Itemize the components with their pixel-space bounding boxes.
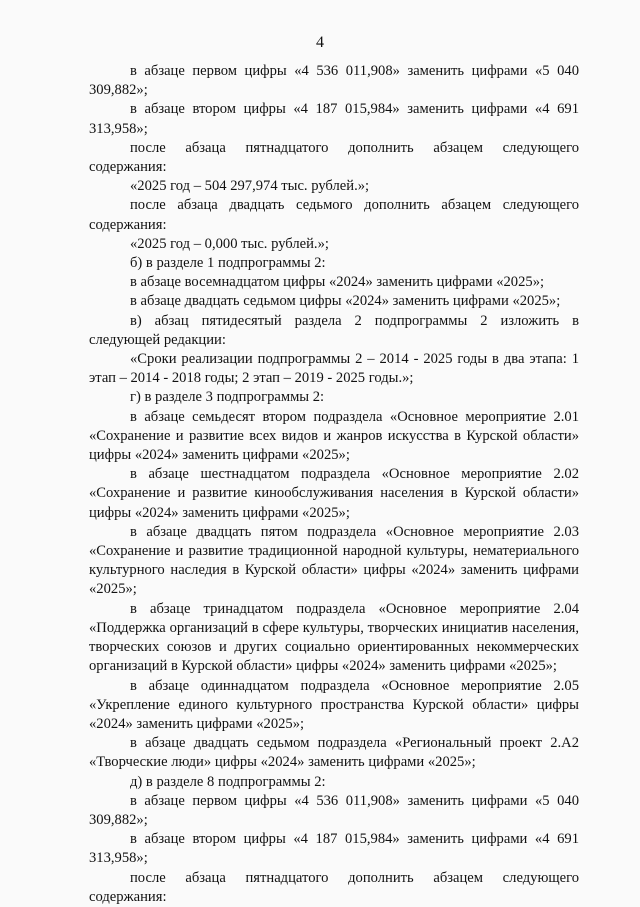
paragraph: в абзаце одиннадцатом подраздела «Основное мероприятие 2.05 «Укрепление единого культурного пространства Курской области» цифры «2024» заменить цифрами «2025»; bbox=[89, 677, 579, 732]
paragraph: г) в разделе 3 подпрограммы 2: bbox=[130, 389, 325, 406]
paragraph: «2025 год – 0,000 тыс. рублей.»; bbox=[130, 235, 329, 252]
paragraph: в) абзац пятидесятый раздела 2 подпрограммы 2 изложить в следующей редакции: bbox=[89, 312, 579, 348]
paragraph: в абзаце двадцать седьмом цифры «2024» заменить цифрами «2025»; bbox=[130, 293, 561, 310]
paragraph: б) в разделе 1 подпрограммы 2: bbox=[130, 255, 326, 272]
paragraph: после абзаца пятнадцатого дополнить абзацем следующего содержания: bbox=[89, 869, 579, 905]
paragraph: в абзаце втором цифры «4 187 015,984» заменить цифрами «4 691 313,958»; bbox=[89, 101, 579, 137]
paragraph: д) в разделе 8 подпрограммы 2: bbox=[130, 773, 326, 790]
paragraph: в абзаце восемнадцатом цифры «2024» заменить цифрами «2025»; bbox=[130, 274, 545, 291]
paragraph: в абзаце шестнадцатом подраздела «Основное мероприятие 2.02 «Сохранение и развитие кинообслуживания населения в Курской области» цифры «2024» заменить цифрами «2025»; bbox=[89, 466, 579, 521]
paragraph: в абзаце двадцать седьмом подраздела «Региональный проект 2.А2 «Творческие люди» цифры «2024» заменить цифрами «2025»; bbox=[89, 735, 579, 771]
paragraph: «2025 год – 504 297,974 тыс. рублей.»; bbox=[130, 178, 370, 195]
paragraph: «Сроки реализации подпрограммы 2 – 2014 - 2025 годы в два этапа: 1 этап – 2014 - 2018 годы; 2 этап – 2019 - 2025 годы.»; bbox=[89, 351, 579, 387]
paragraph: в абзаце тринадцатом подраздела «Основное мероприятие 2.04 «Поддержка организаций в сфере культуры, творческих инициатив населения, творческих союзов и других социально ориентированных некоммерческих организаций в Курской области» цифры «2024» заменить цифрами «2025»; bbox=[89, 600, 579, 675]
page-number: 4 bbox=[316, 34, 324, 51]
paragraph: после абзаца пятнадцатого дополнить абзацем следующего содержания: bbox=[89, 139, 579, 176]
paragraph: в абзаце двадцать пятом подраздела «Основное мероприятие 2.03 «Сохранение и развитие традиционной народной культуры, нематериального культурного наследия в Курской области» цифры «2024» заменить цифрами «2025»; bbox=[89, 523, 579, 598]
paragraph: в абзаце первом цифры «4 536 011,908» заменить цифрами «5 040 309,882»; bbox=[89, 792, 579, 828]
paragraph: в абзаце семьдесят втором подраздела «Основное мероприятие 2.01 «Сохранение и развитие всех видов и жанров искусства в Курской области» цифры «2024» заменить цифрами «2025»; bbox=[89, 408, 579, 464]
paragraph: после абзаца двадцать седьмого дополнить абзацем следующего содержания: bbox=[89, 197, 579, 233]
paragraph: в абзаце втором цифры «4 187 015,984» заменить цифрами «4 691 313,958»; bbox=[89, 831, 579, 867]
document-body bbox=[89, 62, 579, 907]
paragraph: в абзаце первом цифры «4 536 011,908» заменить цифрами «5 040 309,882»; bbox=[89, 63, 579, 99]
